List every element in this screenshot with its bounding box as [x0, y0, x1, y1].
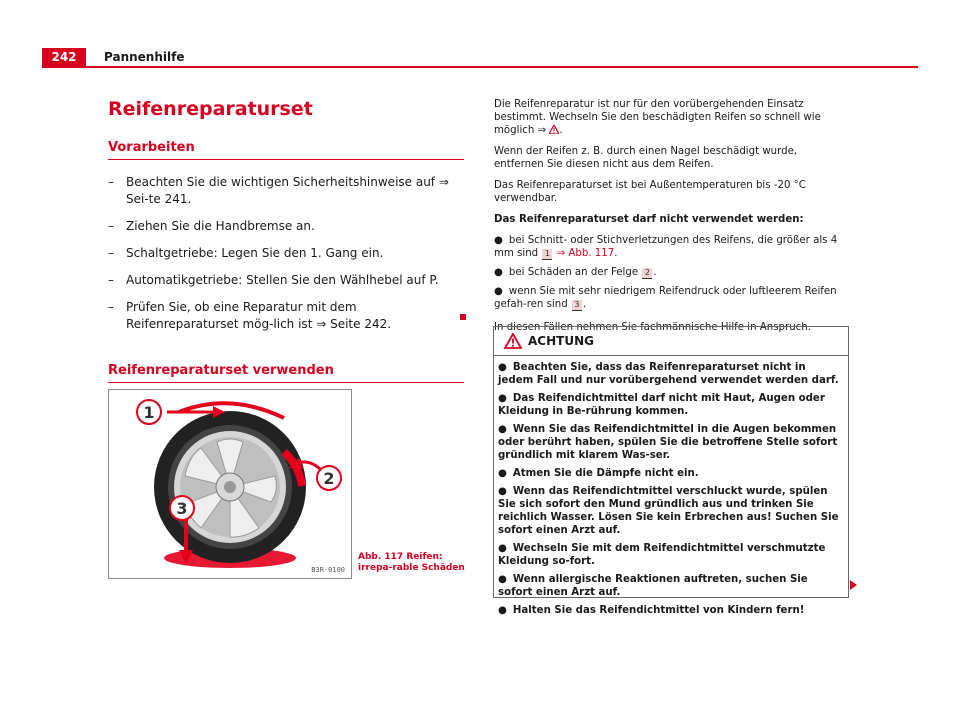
step-item: – Schaltgetriebe: Legen Sie den 1. Gang ein. [108, 245, 464, 262]
section-end-marker [460, 314, 466, 320]
bullet-item: ● wenn Sie mit sehr niedrigem Reifendruck oder luftleerem Reifen gefah-ren sind 3 . [494, 286, 837, 310]
warning-header [494, 327, 848, 356]
callout-number: 2 [642, 268, 652, 279]
paragraph: Das Reifenreparaturset ist bei Außentemperaturen bis -20 °C verwendbar. [494, 180, 806, 204]
bullet-icon: ● [494, 286, 503, 297]
section-heading-verwenden: Reifenreparaturset verwenden [108, 363, 464, 383]
warning-item: ● Halten Sie das Reifendichtmittel von Kindern fern! [498, 605, 805, 616]
chapter-title: Pannenhilfe [104, 50, 185, 64]
step-item: – Automatikgetriebe: Stellen Sie den Wählhebel auf P. [108, 272, 464, 289]
callout-label: 1 [143, 403, 155, 422]
callout-number: 1 [542, 249, 552, 260]
figure-link[interactable]: ⇒ Abb. 117 [556, 248, 615, 259]
tire-damage-figure [108, 389, 352, 579]
callout-label: 3 [176, 499, 188, 518]
page-title: Reifenreparaturset [108, 98, 313, 120]
warning-box [493, 326, 849, 616]
warning-item: ● Wenn das Reifendichtmittel verschluckt wurde, spülen Sie sich sofort den Mund gründlich aus und trinken Sie reichlich Wasser. Lösen Sie kein Erbrechen aus! Suchen Sie sofort einen Arzt auf. [498, 486, 839, 536]
figure-caption: Abb. 117 Reifen: irrepa-rable Schäden [358, 552, 465, 573]
paragraph-bold: Das Reifenreparaturset darf nicht verwendet werden: [494, 214, 804, 225]
warning-item: ● Beachten Sie, dass das Reifenreparaturset nicht in jedem Fall und nur vorübergehend verwendet werden darf. [498, 362, 839, 386]
bullet-item: ● bei Schäden an der Felge 2 . [494, 267, 657, 278]
tire-illustration [109, 390, 351, 578]
step-item: – Prüfen Sie, ob eine Reparatur mit dem Reifenreparaturset mög-lich ist ⇒ Seite 242. [108, 299, 464, 333]
paragraph: Wenn der Reifen z. B. durch einen Nagel beschädigt wurde, entfernen Sie diesen nicht aus dem Reifen. [494, 146, 798, 170]
warning-item: ● Wechseln Sie mit dem Reifendichtmittel verschmutzte Kleidung so-fort. [498, 543, 826, 567]
left-column [108, 98, 464, 383]
callout-label: 2 [323, 469, 335, 488]
warning-title: ACHTUNG [528, 334, 594, 348]
figure-code: B3R-0100 [311, 566, 345, 574]
paragraph: Die Reifenreparatur ist nur für den vorübergehenden Einsatz bestimmt. Wechseln Sie den beschädigten Reifen so schnell wie möglich ⇒ . [494, 99, 821, 136]
bullet-icon: ● [494, 267, 503, 278]
warning-item: ● Wenn Sie das Reifendichtmittel in die Augen bekommen oder berührt haben, spülen Sie die betroffene Stelle sofort gründlich mit klarem Was-ser. [498, 424, 838, 461]
paragraph: In diesen Fällen nehmen Sie fachmännische Hilfe in Anspruch. [494, 322, 811, 333]
header-rule [42, 66, 918, 68]
page-number: 242 [42, 48, 86, 66]
step-item: – Ziehen Sie die Handbremse an. [108, 218, 464, 235]
step-item: – Beachten Sie die wichtigen Sicherheitshinweise auf ⇒ Sei-te 241. [108, 174, 464, 208]
bullet-icon: ● [494, 235, 503, 246]
warning-icon [549, 125, 559, 134]
step-list [108, 174, 464, 333]
section-heading-vorarbeiten: Vorarbeiten [108, 140, 464, 160]
warning-item: ● Das Reifendichtmittel darf nicht mit Haut, Augen oder Kleidung in Be-rührung kommen. [498, 393, 825, 417]
callout-number: 3 [572, 300, 582, 311]
warning-body [494, 356, 848, 617]
warning-item: ● Atmen Sie die Dämpfe nicht ein. [498, 468, 699, 479]
right-column [494, 98, 846, 342]
warning-item: ● Wenn allergische Reaktionen auftreten, suchen Sie sofort einen Arzt auf. [498, 574, 808, 598]
warning-triangle-icon [504, 333, 522, 349]
continue-arrow-icon [850, 580, 857, 590]
bullet-item: ● bei Schnitt- oder Stichverletzungen des Reifens, die größer als 4 mm sind 1 ⇒ Abb. 117. [494, 235, 838, 259]
